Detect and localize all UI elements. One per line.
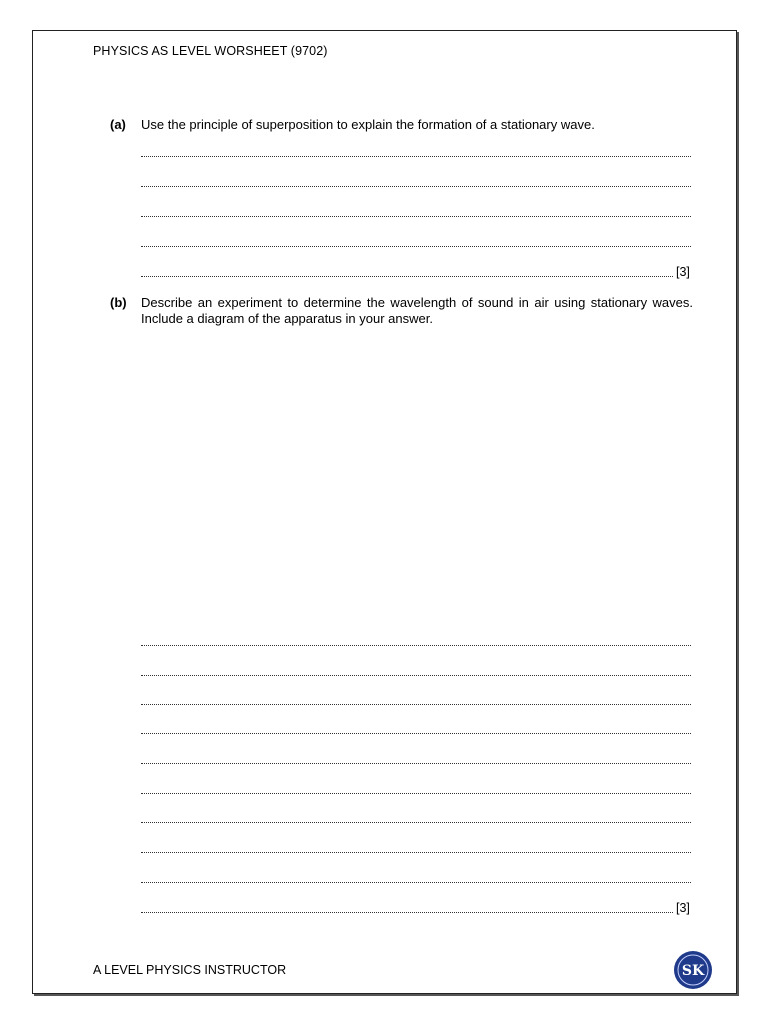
question-b bbox=[110, 295, 700, 331]
answer-line-b-3[interactable] bbox=[141, 704, 691, 705]
question-b-text: Describe an experiment to determine the wavelength of sound in air using stationary waves. Include a diagram of the apparatus in your answer. bbox=[141, 295, 693, 326]
question-a-text: Use the principle of superposition to explain the formation of a stationary wave. bbox=[141, 117, 595, 132]
answer-line-b-1[interactable] bbox=[141, 645, 691, 646]
answer-line-b-5[interactable] bbox=[141, 763, 691, 764]
answer-line-a-1[interactable] bbox=[141, 156, 691, 157]
answer-line-b-8[interactable] bbox=[141, 852, 691, 853]
worksheet-title: PHYSICS AS LEVEL WORSHEET (9702) bbox=[93, 44, 328, 58]
answer-line-b-9[interactable] bbox=[141, 882, 691, 883]
answer-line-a-5[interactable] bbox=[141, 276, 673, 277]
question-b-marks: [3] bbox=[676, 901, 690, 915]
answer-line-a-4[interactable] bbox=[141, 246, 691, 247]
logo-text: SK bbox=[681, 963, 705, 979]
answer-line-b-7[interactable] bbox=[141, 822, 691, 823]
answer-line-a-2[interactable] bbox=[141, 186, 691, 187]
answer-line-b-2[interactable] bbox=[141, 675, 691, 676]
question-a bbox=[110, 117, 700, 137]
answer-line-b-4[interactable] bbox=[141, 733, 691, 734]
sk-logo-icon bbox=[673, 950, 713, 990]
page-border bbox=[32, 30, 737, 994]
question-a-marks: [3] bbox=[676, 265, 690, 279]
answer-line-b-6[interactable] bbox=[141, 793, 691, 794]
answer-line-b-10[interactable] bbox=[141, 912, 673, 913]
footer-text: A LEVEL PHYSICS INSTRUCTOR bbox=[93, 963, 287, 977]
question-a-label: (a) bbox=[110, 117, 126, 132]
question-b-label: (b) bbox=[110, 295, 127, 310]
answer-line-a-3[interactable] bbox=[141, 216, 691, 217]
